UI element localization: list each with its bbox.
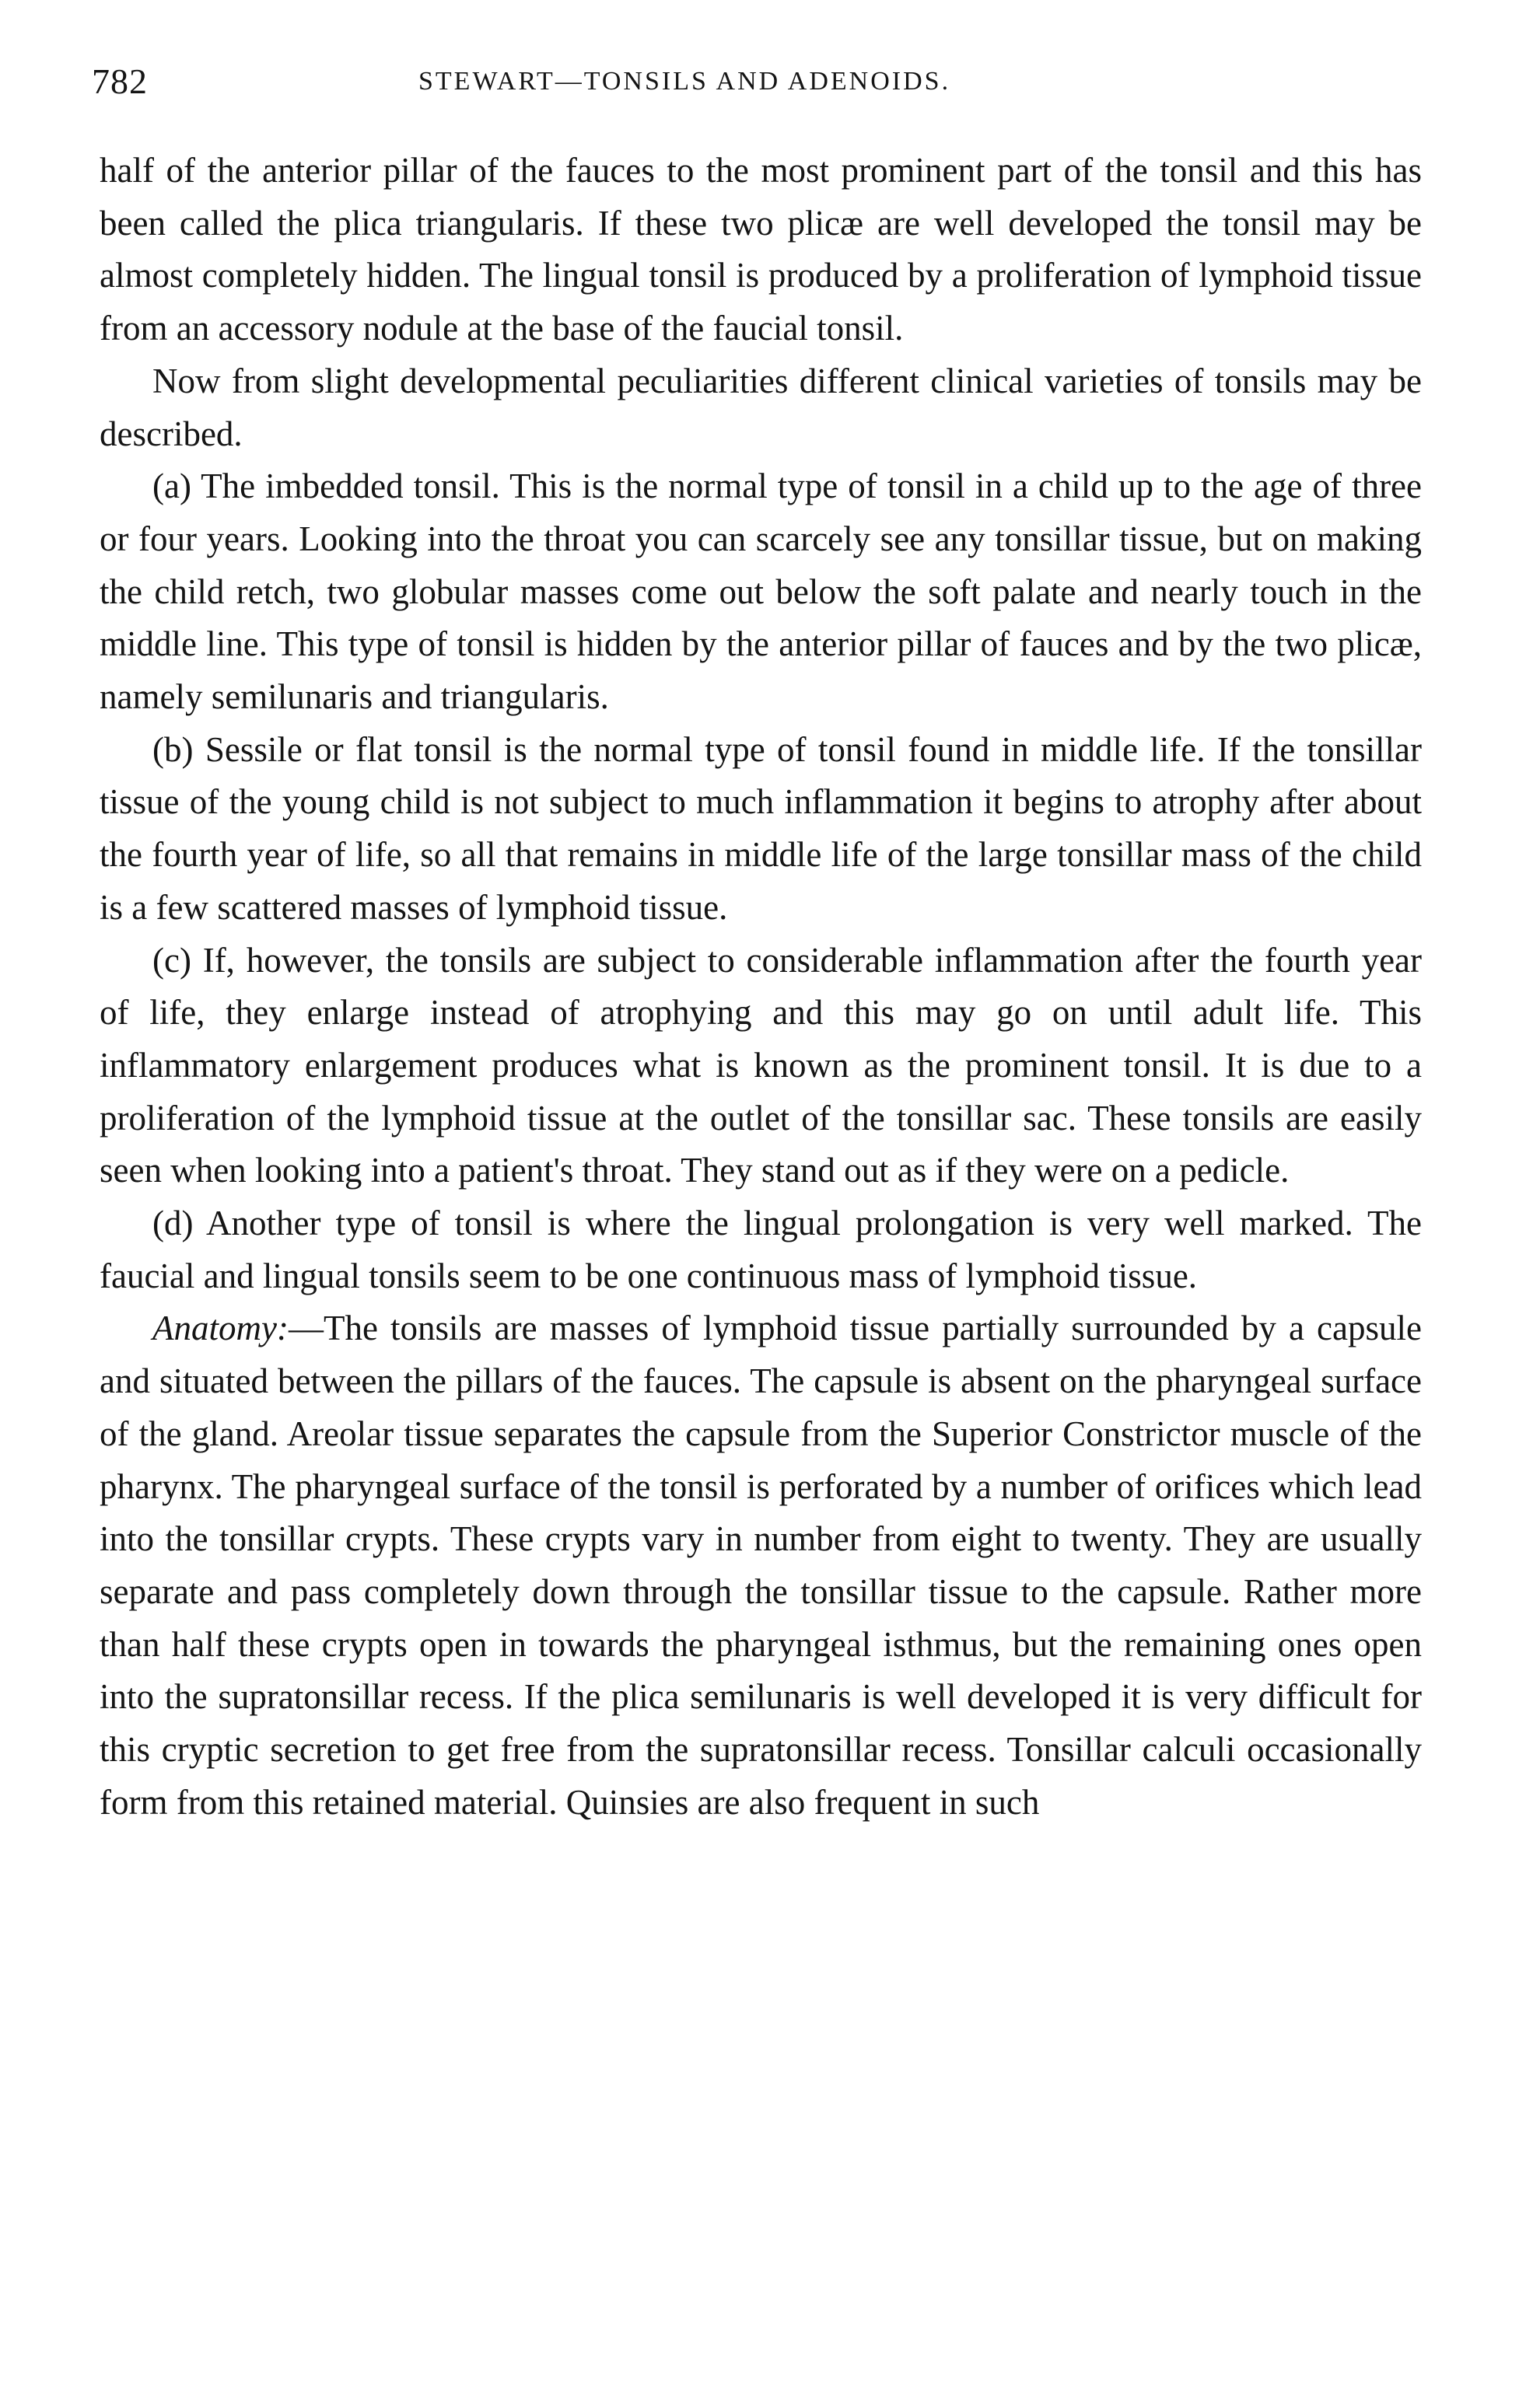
paragraph-variety-a: (a) The imbedded tonsil. This is the normal type of tonsil in a child up to the age of three or four years. Looking into the throat you can scarcely see any tonsillar tissue, but on making the child retch, two globular masses come out below the soft palate and nearly touch in the middle line. This type of tonsil is hidden by the anterior pillar of fauces and by the two plicæ, namely semilunaris and triangularis. bbox=[100, 467, 1422, 717]
paragraph-variety-d: (d) Another type of tonsil is where the lingual prolongation is very well marked. The faucial and lingual tonsils seem to be one continuous mass of lymphoid tissue. bbox=[100, 1204, 1422, 1295]
paragraph-variety-b: (b) Sessile or flat tonsil is the normal type of tonsil found in middle life. If the tonsillar tissue of the young child is not subject to much inflammation it begins to atrophy after about the fourth year of life, so all that remains in middle life of the large tonsillar mass of the child is a few scattered masses of lymphoid tissue. bbox=[100, 729, 1422, 927]
page-header bbox=[92, 61, 1430, 115]
paragraph-variety-c: (c) If, however, the tonsils are subject to considerable inflammation after the fourth year of life, they enlarge instead of atrophying and this may go on until adult life. This inflammatory enlargement produces what is known as the prominent tonsil. It is due to a proliferation of the lymphoid tissue at the outlet of the tonsillar sac. These tonsils are easily seen when looking into a patient's throat. They stand out as if they were on a pedicle. bbox=[100, 940, 1422, 1190]
anatomy-run-in-heading: Anatomy: bbox=[152, 1309, 289, 1348]
anatomy-text: —The tonsils are masses of lymphoid tissue partially surrounded by a capsule and situated between the pillars of the fauces. The capsule is absent on the pharyngeal surface of the gland. Areolar tissue separates the capsule from the Superior Constrictor muscle of the pharynx. The pharyngeal surface of the tonsil is perforated by a number of orifices which lead into the tonsillar crypts. These crypts vary in number from eight to twenty. They are usually separate and pass completely down through the tonsillar tissue to the capsule. Rather more than half these crypts open in towards the pharyngeal isthmus, but the remaining ones open into the supratonsillar recess. If the plica semilunaris is well developed it is very difficult for this cryptic secretion to get free from the supratonsillar recess. Tonsillar calculi occasionally form from this retained material. Quinsies are also frequent in such bbox=[100, 1309, 1422, 1822]
paragraph-continuation: half of the anterior pillar of the fauces to the most prominent part of the tonsil and this has been called the plica triangularis. If these two plicæ are well developed the tonsil may be almost completely hidden. The lingual tonsil is produced by a proliferation of lymphoid tissue from an accessory nodule at the base of the faucial tonsil. bbox=[100, 151, 1422, 348]
body-text bbox=[100, 145, 1422, 1830]
page-number: 782 bbox=[92, 61, 148, 101]
running-head: STEWART—TONSILS AND ADENOIDS. bbox=[418, 67, 951, 96]
paragraph-varieties-intro: Now from slight developmental peculiarities different clinical varieties of tonsils may be described. bbox=[100, 361, 1422, 453]
paragraph-anatomy bbox=[100, 1302, 1422, 1829]
